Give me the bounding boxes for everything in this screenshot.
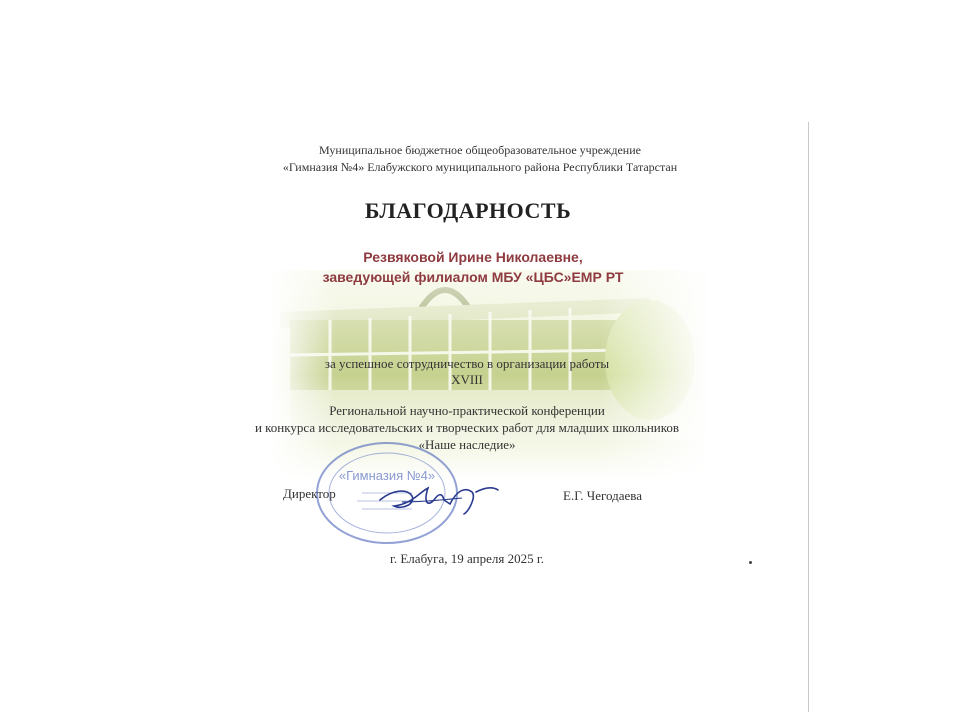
recipient-block	[0, 247, 946, 287]
institution-line-2: «Гимназия №4» Елабужского муниципального района Республики Татарстан	[282, 160, 678, 174]
conference-line-2: и конкурса исследовательских и творческих работ для младших школьников	[254, 420, 680, 435]
signature-role: Директор	[283, 486, 336, 501]
conference-line-1: Региональной научно-практической конференции	[329, 403, 605, 418]
reason-line-2: XVIII	[451, 372, 483, 387]
conference-block	[0, 402, 934, 453]
stray-dot	[749, 561, 752, 564]
institution-line-1: Муниципальное бюджетное общеобразовательное учреждение	[319, 143, 641, 157]
recipient-name: Резвяковой Ирине Николаевне,	[363, 249, 583, 265]
document-title: БЛАГОДАРНОСТЬ	[364, 198, 572, 223]
signature-name: Е.Г. Чегодаева	[563, 488, 642, 503]
recipient-position: заведующей филиалом МБУ «ЦБС»ЕМР РТ	[322, 269, 624, 285]
place-date: г. Елабуга, 19 апреля 2025 г.	[390, 551, 544, 566]
director-signature	[372, 470, 502, 520]
svg-text:«Гимназия №4»: «Гимназия №4»	[338, 468, 436, 483]
conference-line-3: «Наше наследие»	[418, 437, 516, 452]
reason-block	[0, 356, 934, 388]
institution-header	[0, 142, 960, 176]
reason-line-1: за успешное сотрудничество в организации работы	[324, 356, 610, 371]
